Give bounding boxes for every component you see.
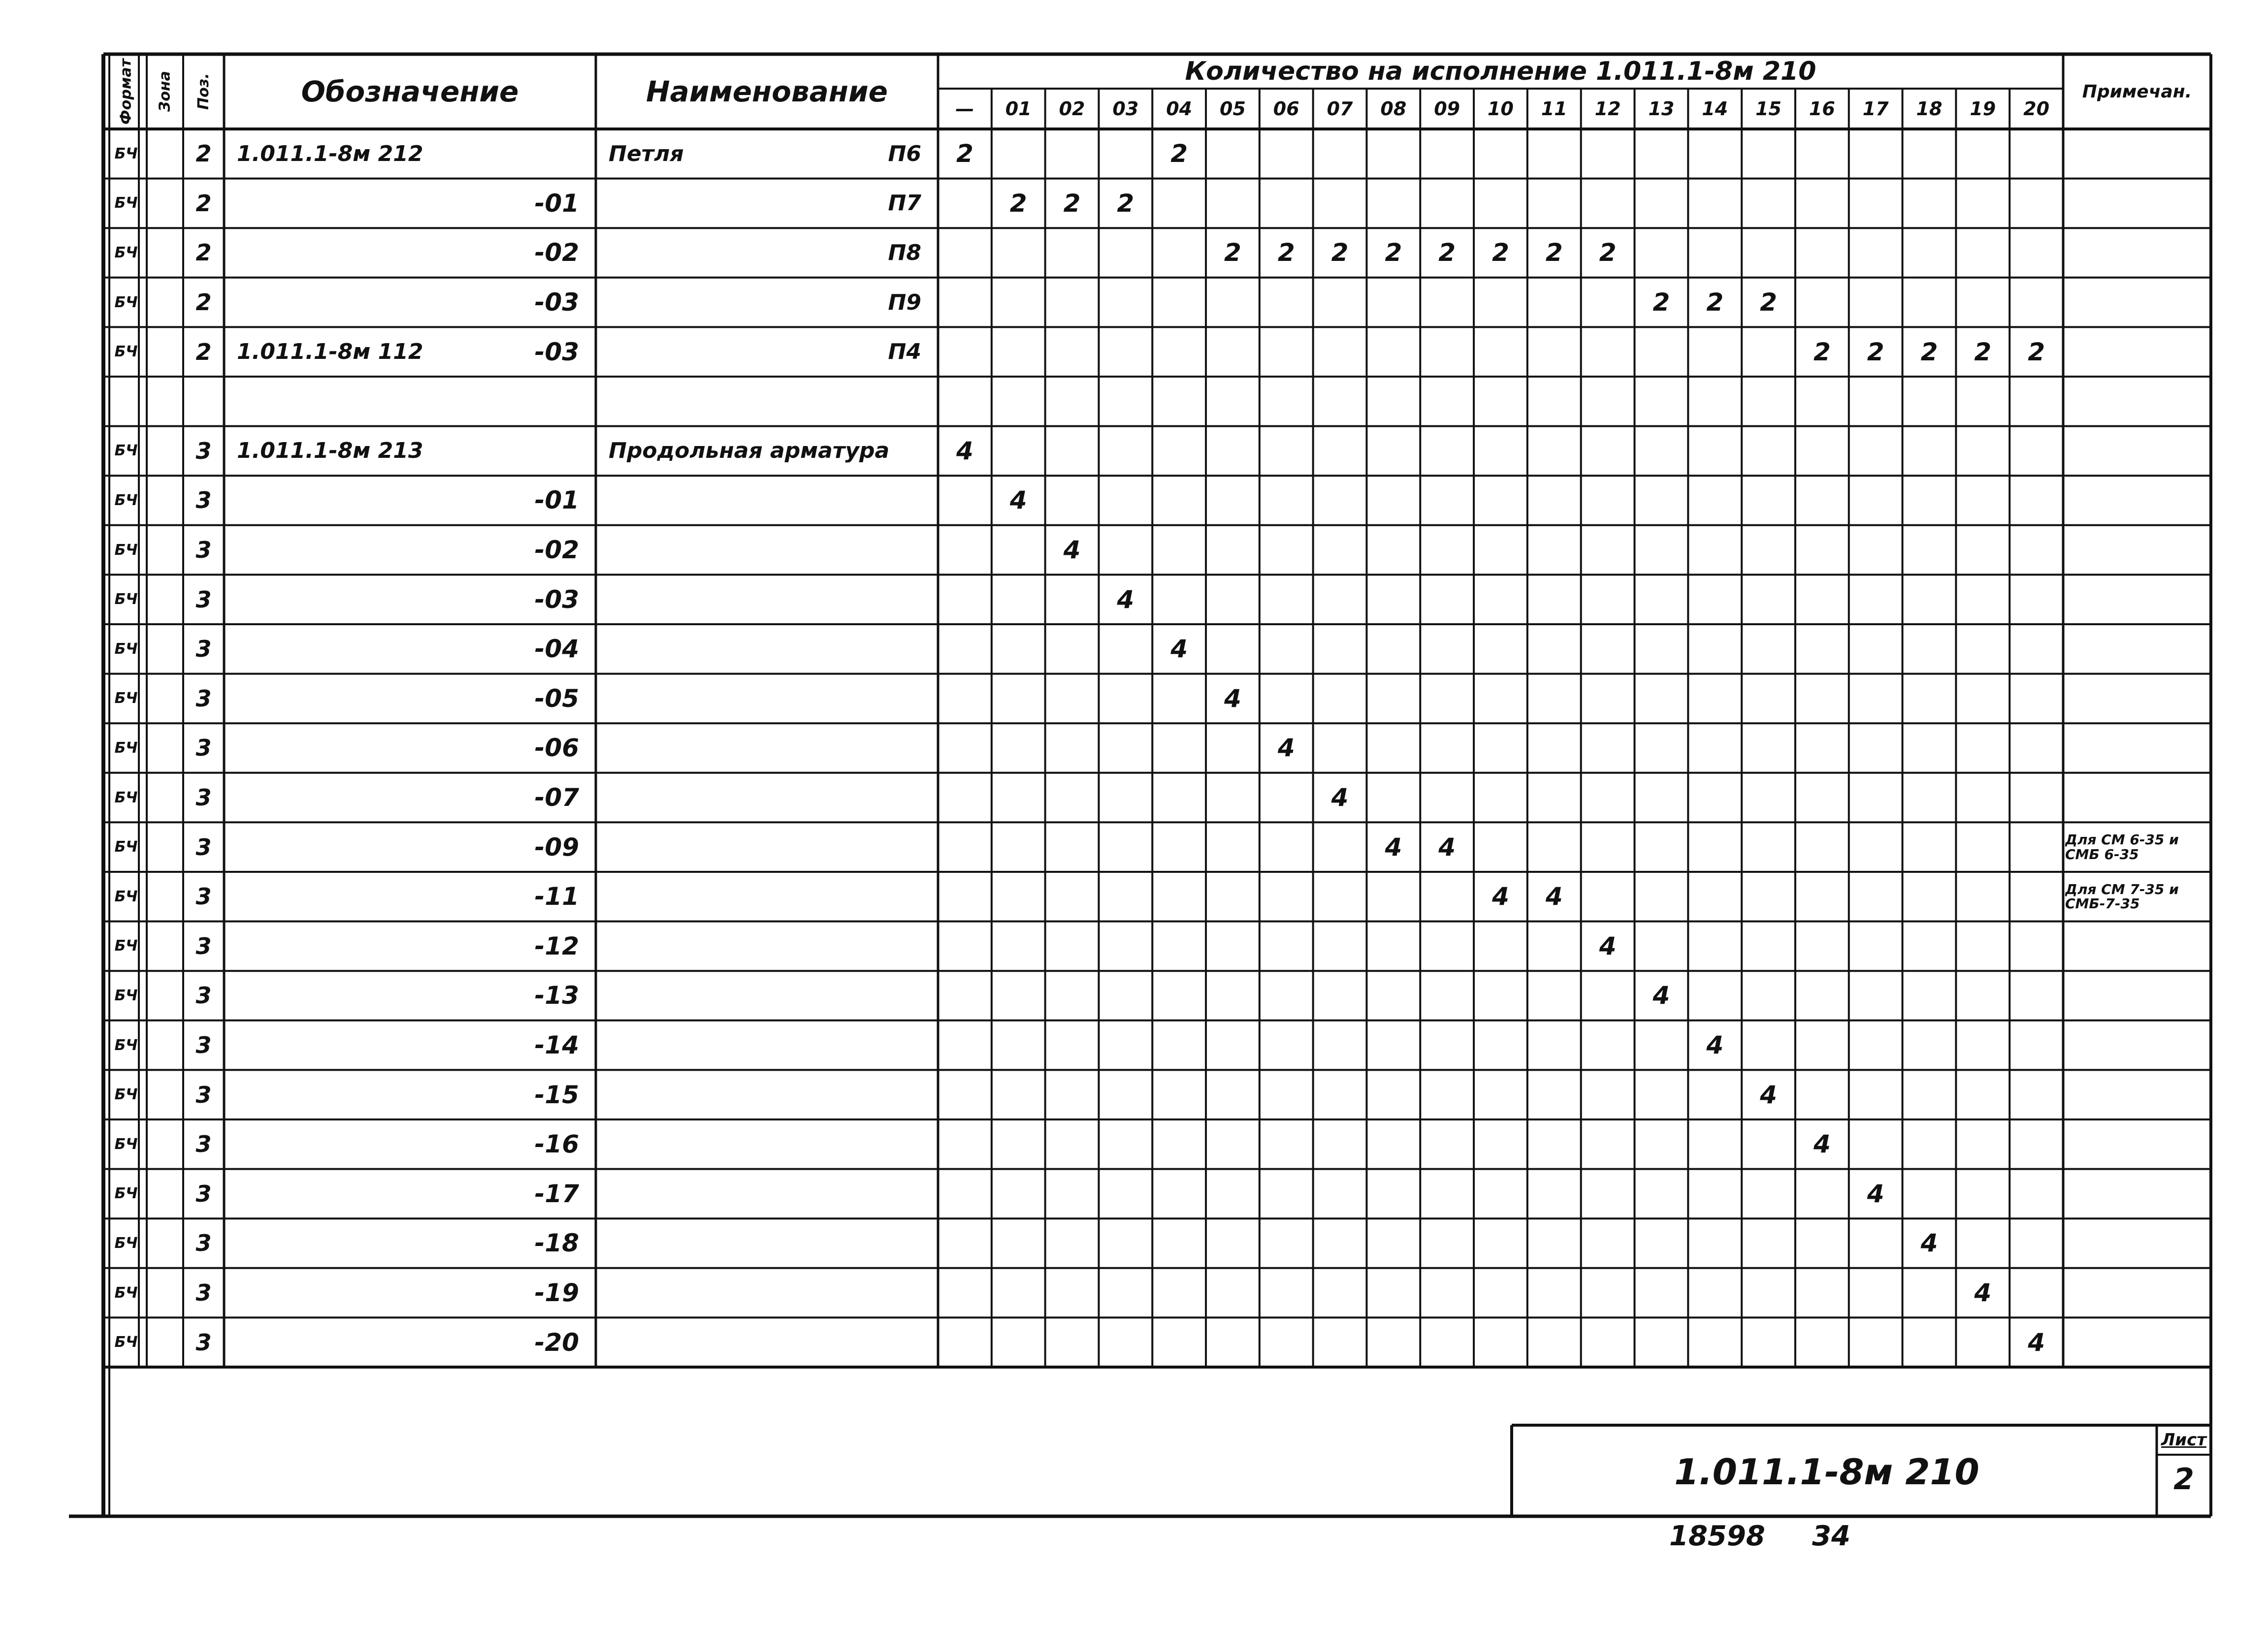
row-zone (147, 723, 183, 773)
quantity-cell: 4 (1760, 1080, 1777, 1109)
row-position: 3 (195, 1131, 212, 1158)
row-zone (147, 773, 183, 823)
sheet-label: Лист (2161, 1430, 2206, 1450)
inventory-number: 18598 (1669, 1520, 1765, 1552)
quantity-cell: 4 (1438, 832, 1456, 862)
quantity-cell: 4 (1009, 486, 1027, 515)
quantity-cell: 4 (1385, 832, 1402, 862)
header-variant: 01 (1005, 98, 1032, 120)
row-position: 3 (195, 982, 212, 1009)
row-mark (596, 575, 938, 624)
row-zone (147, 179, 183, 228)
row-mark (596, 1317, 938, 1367)
row-format: БЧ (114, 987, 138, 1004)
row-designation-suffix: -19 (534, 1278, 579, 1308)
row-position: 2 (195, 239, 212, 266)
row-zone (147, 525, 183, 575)
row-designation-suffix (224, 129, 596, 179)
row-zone (147, 129, 183, 179)
quantity-cell: 2 (1277, 238, 1295, 267)
row-format: БЧ (114, 640, 138, 658)
row-zone (147, 1268, 183, 1318)
quantity-cell: 4 (1492, 882, 1509, 911)
row-name: Петля (609, 141, 684, 166)
row-mark (596, 1070, 938, 1119)
row-mark (596, 476, 938, 525)
row-mark (596, 1169, 938, 1219)
row-format: БЧ (114, 1086, 138, 1104)
row-zone (147, 1218, 183, 1268)
quantity-cell: 2 (1867, 337, 1884, 366)
row-zone (147, 1317, 183, 1367)
row-position: 3 (195, 1032, 212, 1059)
quantity-cell: 2 (1760, 288, 1777, 317)
header-variant: 14 (1702, 98, 1728, 120)
quantity-cell: 2 (1331, 238, 1349, 267)
quantity-cell: 4 (1063, 536, 1081, 565)
row-designation-suffix: -03 (534, 585, 579, 614)
quantity-cell: 4 (1545, 882, 1563, 911)
row-zone (147, 922, 183, 971)
row-position: 3 (195, 932, 212, 959)
header-variant: 08 (1380, 98, 1407, 120)
row-mark: П6 (888, 141, 921, 166)
row-position: 3 (195, 1180, 212, 1207)
quantity-cell: 4 (1331, 783, 1349, 812)
row-format: БЧ (114, 690, 138, 707)
row-zone (147, 872, 183, 922)
header-variant: 09 (1434, 98, 1460, 120)
row-position: 3 (195, 784, 212, 811)
quantity-cell: 4 (1277, 734, 1295, 763)
header-variant: 03 (1112, 98, 1139, 120)
row-designation-suffix: -02 (534, 238, 579, 267)
header-variant: 19 (1970, 98, 1996, 120)
row-position: 3 (195, 685, 212, 712)
row-designation-suffix: -03 (534, 288, 579, 317)
header-variant: 06 (1273, 98, 1299, 120)
row-designation-suffix: -11 (534, 882, 579, 911)
row-mark: П9 (888, 289, 921, 315)
row-designation-suffix (224, 377, 596, 426)
row-zone (147, 1119, 183, 1169)
row-note: Для СМ 7-35 и СМБ-7-35 (2065, 881, 2179, 912)
row-position: 3 (195, 636, 212, 663)
header-variant: 18 (1916, 98, 1943, 120)
row-zone (147, 674, 183, 724)
header-quantity-title: Количество на исполнение 1.011.1-8м 210 (1185, 57, 1816, 86)
row-designation-suffix: -12 (534, 931, 579, 960)
row-zone (147, 575, 183, 624)
title-block-code: 1.011.1-8м 210 (1674, 1451, 1979, 1493)
quantity-cell: 4 (1224, 684, 1241, 713)
quantity-cell: 2 (1117, 189, 1134, 218)
row-designation: 1.011.1-8м 213 (237, 438, 423, 464)
row-designation-suffix: -13 (534, 981, 579, 1010)
header-designation: Обозначение (301, 75, 519, 108)
header-variant: 16 (1809, 98, 1835, 120)
row-zone (147, 426, 183, 476)
row-designation: 1.011.1-8м 112 (237, 339, 423, 365)
row-format: БЧ (114, 789, 138, 806)
quantity-cell: 2 (1224, 238, 1241, 267)
header-note: Примечан. (2082, 81, 2192, 102)
quantity-cell: 4 (1599, 931, 1617, 960)
quantity-cell: 2 (956, 139, 973, 168)
row-position: 3 (195, 1279, 212, 1307)
quantity-cell: 2 (1545, 238, 1563, 267)
quantity-cell: 2 (1492, 238, 1509, 267)
row-designation-suffix: -09 (534, 832, 579, 862)
header-format: Формат (117, 59, 135, 125)
header-variant: 05 (1220, 98, 1246, 120)
row-position: 3 (195, 537, 212, 564)
row-position: 3 (195, 1329, 212, 1356)
row-position: 3 (195, 1230, 212, 1257)
quantity-cell: 2 (1438, 238, 1456, 267)
row-format: БЧ (114, 541, 138, 559)
header-variant: 15 (1755, 98, 1782, 120)
sheet-number: 2 (2173, 1462, 2194, 1497)
quantity-cell: 4 (1813, 1130, 1831, 1159)
row-zone (147, 822, 183, 872)
header-variant: 02 (1059, 98, 1085, 120)
row-designation-suffix: -03 (534, 337, 579, 366)
row-zone (147, 971, 183, 1021)
row-mark (596, 674, 938, 724)
row-mark (596, 377, 938, 426)
row-format: БЧ (114, 194, 138, 212)
row-zone (147, 327, 183, 377)
header-variant: 20 (2023, 98, 2050, 120)
quantity-cell: 4 (2028, 1328, 2045, 1357)
row-designation-suffix: -07 (534, 783, 579, 812)
quantity-cell: 2 (1706, 288, 1724, 317)
row-position: 3 (195, 734, 212, 762)
header-variant: 04 (1166, 98, 1193, 120)
row-zone (147, 228, 183, 278)
row-mark: П8 (888, 240, 921, 265)
row-designation-suffix: -06 (534, 734, 579, 763)
quantity-cell: 2 (1599, 238, 1617, 267)
row-mark (596, 525, 938, 575)
quantity-cell: 2 (1009, 189, 1027, 218)
header-variant: 17 (1862, 98, 1889, 120)
row-format: БЧ (114, 937, 138, 955)
row-format: БЧ (114, 1135, 138, 1153)
row-mark (596, 971, 938, 1021)
row-format: БЧ (114, 1334, 138, 1351)
row-position: 3 (195, 833, 212, 861)
row-zone (147, 624, 183, 674)
row-mark: П4 (888, 339, 921, 365)
row-designation-suffix: -05 (534, 684, 579, 713)
quantity-cell: 2 (2028, 337, 2045, 366)
row-zone (147, 1169, 183, 1219)
row-mark (596, 723, 938, 773)
quantity-cell: 2 (1385, 238, 1402, 267)
quantity-cell: 4 (1117, 585, 1134, 614)
row-position: 2 (195, 140, 212, 167)
quantity-cell: 2 (1920, 337, 1938, 366)
quantity-cell: 4 (1652, 981, 1670, 1010)
row-mark (596, 773, 938, 823)
quantity-cell: 2 (1974, 337, 1992, 366)
row-format: БЧ (114, 591, 138, 608)
row-format: БЧ (114, 343, 138, 361)
row-mark: П7 (888, 191, 921, 216)
row-position: 2 (195, 190, 212, 217)
row-mark (596, 1218, 938, 1268)
row-zone (147, 476, 183, 525)
header-position: Поз. (195, 73, 212, 110)
row-position: 3 (195, 487, 212, 514)
row-note: Для СМ 6-35 и СМБ 6-35 (2065, 831, 2179, 862)
quantity-cell: 2 (1170, 139, 1188, 168)
row-format: БЧ (114, 1284, 138, 1302)
row-position (183, 377, 224, 426)
row-zone (147, 1070, 183, 1119)
row-format: БЧ (114, 888, 138, 905)
row-mark (596, 1268, 938, 1318)
row-format: БЧ (114, 1036, 138, 1054)
row-position: 3 (195, 437, 212, 464)
row-designation-suffix: -02 (534, 536, 579, 565)
row-mark (596, 624, 938, 674)
quantity-cell: 2 (1652, 288, 1670, 317)
row-designation-suffix: -14 (534, 1031, 579, 1060)
quantity-cell: 4 (1867, 1179, 1884, 1208)
row-mark (596, 922, 938, 971)
row-position: 3 (195, 586, 212, 613)
row-mark (596, 1119, 938, 1169)
row-designation-suffix: -16 (534, 1130, 579, 1159)
header-variant: 07 (1327, 98, 1353, 120)
page-number: 34 (1812, 1520, 1850, 1552)
header-variant: 13 (1648, 98, 1675, 120)
row-format: БЧ (114, 442, 138, 460)
quantity-cell: 2 (1813, 337, 1831, 366)
row-format: БЧ (114, 739, 138, 757)
quantity-cell: 4 (1170, 635, 1188, 664)
header-zone: Зона (156, 71, 174, 112)
row-designation-suffix: -04 (534, 635, 579, 664)
quantity-cell: 2 (1063, 189, 1081, 218)
quantity-cell: 4 (1706, 1031, 1724, 1060)
row-format: БЧ (114, 145, 138, 162)
row-designation-suffix: -15 (534, 1080, 579, 1109)
header-name: Наименование (646, 75, 888, 108)
quantity-cell: 4 (956, 436, 973, 465)
header-variant: 11 (1541, 98, 1567, 120)
row-designation-suffix: -18 (534, 1229, 579, 1258)
row-designation-suffix: -01 (534, 189, 579, 218)
row-mark (596, 872, 938, 922)
row-format: БЧ (114, 838, 138, 856)
row-format: БЧ (114, 1185, 138, 1203)
row-mark (596, 426, 938, 476)
row-position: 2 (195, 338, 212, 365)
row-format (113, 377, 139, 426)
row-designation-suffix: -20 (534, 1328, 579, 1357)
row-designation: 1.011.1-8м 212 (237, 141, 423, 166)
row-mark (596, 822, 938, 872)
row-position: 3 (195, 1081, 212, 1108)
header-variant: — (955, 98, 974, 120)
row-designation-suffix: -01 (534, 486, 579, 515)
row-mark (596, 1021, 938, 1070)
row-zone (147, 278, 183, 327)
row-designation-suffix: -17 (534, 1179, 579, 1208)
header-variant: 12 (1594, 98, 1621, 120)
row-zone (147, 377, 183, 426)
row-name: Продольная арматура (609, 438, 890, 464)
row-format: БЧ (114, 1234, 138, 1252)
row-format: БЧ (114, 491, 138, 509)
row-position: 2 (195, 289, 212, 316)
quantity-cell: 4 (1974, 1278, 1992, 1308)
row-format: БЧ (114, 244, 138, 261)
quantity-cell: 4 (1920, 1229, 1938, 1258)
row-zone (147, 1021, 183, 1070)
row-position: 3 (195, 883, 212, 910)
header-variant: 10 (1488, 98, 1514, 120)
row-designation-suffix (224, 426, 596, 476)
row-format: БЧ (114, 293, 138, 311)
